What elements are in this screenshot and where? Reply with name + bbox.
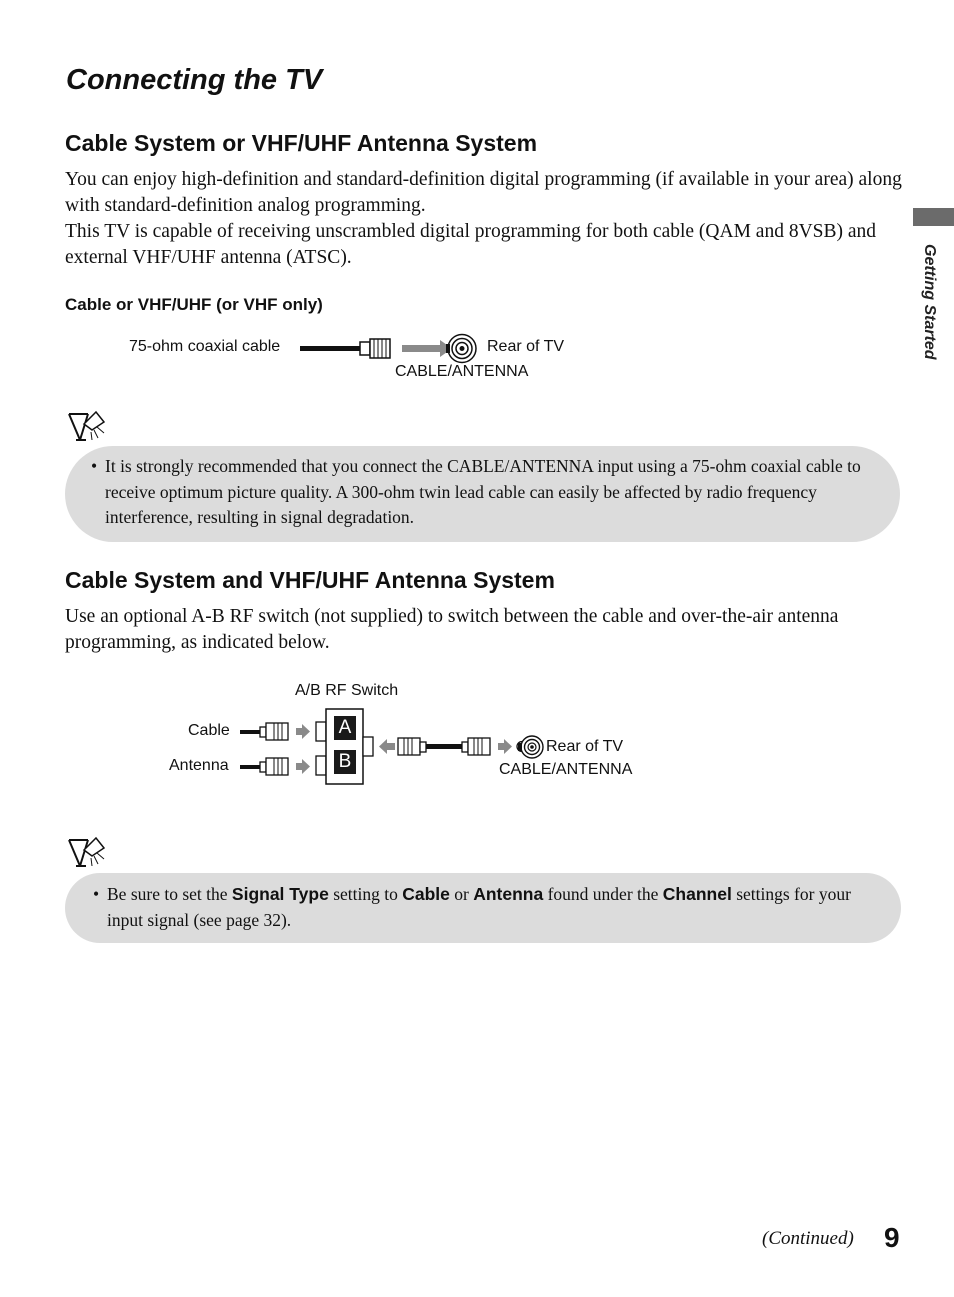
coax-cable-line [300, 346, 362, 351]
antenna-option-name: Antenna [473, 884, 544, 904]
connect-arrow-icon [379, 739, 395, 754]
note-2-text [93, 882, 877, 933]
note-1-text [91, 454, 875, 531]
connect-arrow-icon [402, 340, 452, 357]
rear-of-tv-label: Rear of TV [487, 338, 565, 355]
connect-arrow-icon [296, 759, 310, 774]
continued-label: (Continued) [762, 1228, 854, 1249]
note-2-text-part: setting to [328, 884, 403, 904]
ab-switch-label: A/B RF Switch [295, 682, 399, 699]
rear-of-tv-label-2: Rear of TV [546, 738, 624, 755]
tv-coax-jack-icon [512, 734, 544, 760]
note-box-2 [65, 873, 901, 943]
section2-para: Use an optional A-B RF switch (not supplied) to switch between the cable and over-the-air antenna programming, as indicated below. [65, 606, 839, 653]
note-2-text-part: found under the [543, 884, 663, 904]
channel-menu-name: Channel [662, 884, 732, 904]
note-1-content: It is strongly recommended that you connect the CABLE/ANTENNA input using a 75-ohm coaxial cable to receive optimum picture quality. A 300-ohm twin lead cable can easily be affected by radio frequency interference, resulting in signal degradation. [105, 456, 861, 527]
bullet-point: • [91, 456, 98, 476]
section2-heading: Cable System and VHF/UHF Antenna System [65, 567, 555, 593]
cable-antenna-port-label-2: CABLE/ANTENNA [499, 761, 633, 778]
f-connector-plug-icon [462, 738, 490, 755]
f-connector-plug-icon [260, 758, 288, 775]
cable-input-label: Cable [188, 722, 230, 739]
section1-subheading: Cable or VHF/UHF (or VHF only) [65, 295, 323, 314]
side-tab-label: Getting Started [921, 244, 938, 360]
connect-arrow-icon [498, 739, 512, 754]
note-lamp-icon [66, 408, 108, 444]
port-b-label: B [338, 751, 352, 772]
f-connector-plug-icon [360, 339, 390, 358]
page-number: 9 [884, 1222, 900, 1253]
bullet-point: • [93, 884, 100, 904]
antenna-line-b [240, 765, 262, 769]
ab-switch-diagram [238, 706, 528, 790]
output-cable-line [426, 744, 464, 749]
f-connector-plug-icon [260, 723, 288, 740]
note-box-1 [65, 446, 900, 542]
note-2-text-part: Be sure to set the [107, 884, 232, 904]
section2-body [65, 604, 905, 656]
note-2-text-part: or [449, 884, 474, 904]
antenna-input-label: Antenna [169, 757, 229, 774]
page-title: Connecting the TV [66, 64, 323, 96]
connect-arrow-icon [296, 724, 310, 739]
cable-antenna-port-label: CABLE/ANTENNA [395, 363, 529, 380]
note-lamp-icon [66, 834, 108, 870]
port-a-label: A [338, 717, 352, 738]
note-2-text-part: settings for your input signal (see page 32). [107, 884, 851, 930]
cable-line-a [240, 730, 262, 734]
section-side-tab [913, 208, 954, 226]
section1-para1: You can enjoy high-definition and standard-definition digital programming (if available in your area) along with standard-definition analog programming. [65, 169, 902, 216]
section1-body [65, 167, 905, 271]
cable-option-name: Cable [402, 884, 450, 904]
f-connector-plug-icon [398, 738, 426, 755]
tv-coax-jack-icon [446, 335, 476, 363]
section1-heading: Cable System or VHF/UHF Antenna System [65, 130, 538, 156]
section1-para2: This TV is capable of receiving unscrambled digital programming for both cable (QAM and 8VSB) and external VHF/UHF antenna (ATSC). [65, 221, 877, 268]
coax-cable-label: 75-ohm coaxial cable [129, 338, 281, 355]
signal-type-setting-name: Signal Type [231, 884, 329, 904]
single-connection-diagram [296, 332, 486, 366]
